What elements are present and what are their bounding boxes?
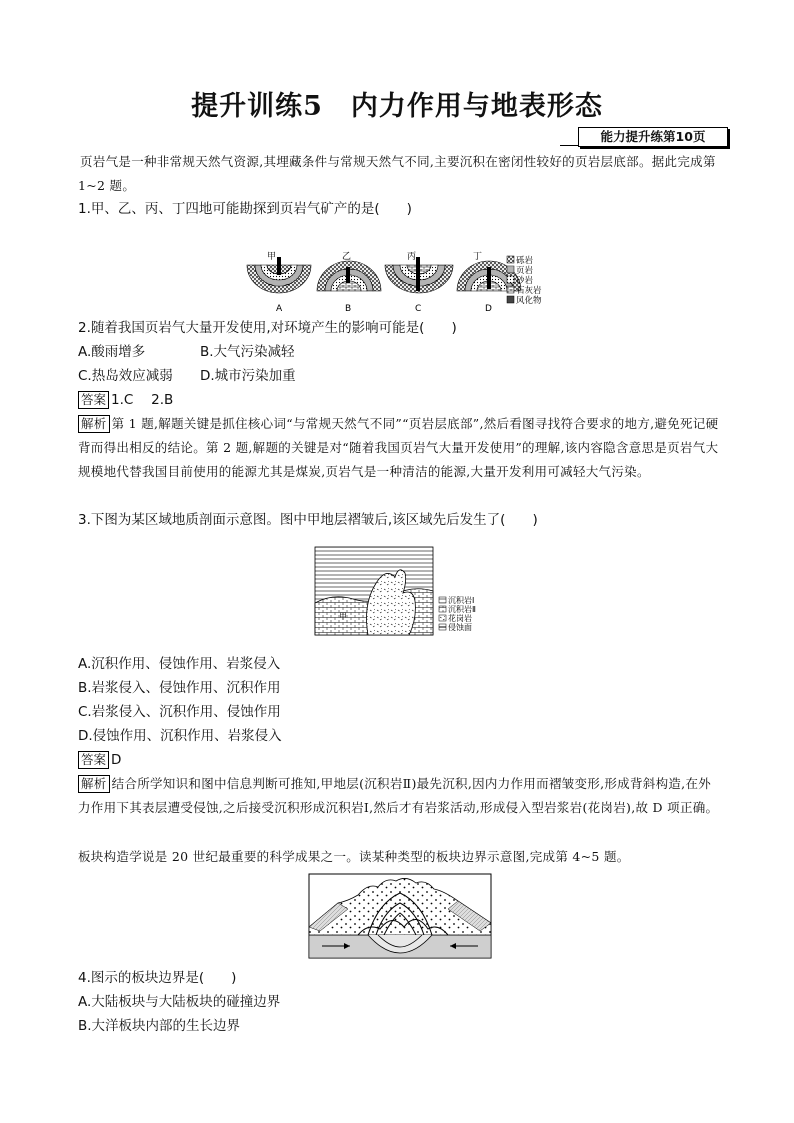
legend-shale: 页岩 xyxy=(516,266,534,276)
plate-boundary-figure xyxy=(308,873,492,959)
letter-d: D xyxy=(485,304,492,314)
letter-a: A xyxy=(276,304,283,314)
analysis-text: 结合所学知识和图中信息判断可推知,甲地层(沉积岩Ⅱ)最先沉积,因内力作用而褶皱变形,形成背斜构造,在外力作用下其表层遭受侵蚀,之后接受沉积形成沉积岩Ⅰ,然后才有岩浆活动,形成侵入型岩浆岩(花岗岩),故 D 项正确。 xyxy=(78,776,719,815)
q2-option-a: A.酸雨增多 xyxy=(78,344,146,360)
answer-text: D xyxy=(111,752,122,768)
fold-section-b xyxy=(317,261,381,291)
q3-option-d: D.侵蚀作用、沉积作用、岩浆侵入 xyxy=(78,728,282,744)
site-label-yi: 乙 xyxy=(342,252,352,262)
q4-option-a: A.大陆板块与大陆板块的碰撞边界 xyxy=(78,994,281,1010)
q3-option-b: B.岩浆侵入、侵蚀作用、沉积作用 xyxy=(78,680,281,696)
analysis-tag: 解析 xyxy=(78,775,110,793)
legend-granite: 花岗岩 xyxy=(448,614,472,623)
q3-option-c: C.岩浆侵入、沉积作用、侵蚀作用 xyxy=(78,704,281,720)
page-title: 提升训练5 内力作用与地表形态 xyxy=(191,91,603,122)
answer-q3 xyxy=(78,748,723,773)
q3-stem: 3.下图为某区域地质剖面示意图。图中甲地层褶皱后,该区域先后发生了( ) xyxy=(78,512,538,528)
q2-stem: 2.随着我国页岩气大量开发使用,对环境产生的影响可能是( ) xyxy=(78,320,457,336)
legend-erosion-surface: 侵蚀面 xyxy=(448,623,472,632)
answer-q1-2 xyxy=(78,388,723,413)
letter-c: C xyxy=(415,304,422,314)
legend-gravel: 砾岩 xyxy=(516,256,534,266)
legend-limestone: 石灰岩 xyxy=(516,286,542,296)
analysis-tag: 解析 xyxy=(78,415,110,433)
letter-b: B xyxy=(345,304,352,314)
q4-option-b: B.大洋板块内部的生长边界 xyxy=(78,1018,241,1034)
geologic-section-figure xyxy=(313,545,493,637)
site-label-jia: 甲 xyxy=(267,252,277,262)
site-label-ding: 丁 xyxy=(473,252,483,262)
q4-stem: 4.图示的板块边界是( ) xyxy=(78,970,237,986)
legend-weathered: 风化物 xyxy=(516,296,542,306)
fold-section-c xyxy=(385,257,453,293)
answer-tag: 答案 xyxy=(78,751,109,769)
q1-stem: 1.甲、乙、丙、丁四地可能勘探到页岩气矿产的是( ) xyxy=(78,201,412,217)
intro-q1-2: 页岩气是一种非常规天然气资源,其埋藏条件与常规天然气不同,主要沉积在密闭性较好的页岩层底部。据此完成第 1~2 题。 xyxy=(78,154,716,193)
fold-sections-figure xyxy=(245,245,555,317)
intro-q4-5: 板块构造学说是 20 世纪最重要的科学成果之一。读某种类型的板块边界示意图,完成第 4~5 题。 xyxy=(78,849,630,864)
legend-sandstone: 砂岩 xyxy=(516,276,534,286)
page-ref-badge: 能力提升练第10页 xyxy=(578,127,728,147)
analysis-q1-2 xyxy=(78,412,723,484)
answer-text: 1.C 2.B xyxy=(111,392,174,408)
rock-legend xyxy=(507,255,542,306)
site-label-bing: 丙 xyxy=(407,252,417,262)
analysis-text: 第 1 题,解题关键是抓住核心词“与常规天然气不同”“页岩层底部”,然后看图寻找符合要求的地方,避免死记硬背而得出相反的结论。第 2 题,解题的关键是对“随着我国页岩气大量开发使用”的理解,该内容隐含意思是页岩气大规模地代替我国目前使用的能源尤其是煤炭,页岩气是一种清洁的能源,大量开发利用可减轻大气污染。 xyxy=(78,416,719,479)
q2-option-c: C.热岛效应减弱 xyxy=(78,368,173,384)
layer-jia-label: 甲 xyxy=(339,612,347,621)
legend-sedimentary-1: 沉积岩Ⅰ xyxy=(448,596,475,605)
q3-option-a: A.沉积作用、侵蚀作用、岩浆侵入 xyxy=(78,656,281,672)
analysis-q3 xyxy=(78,772,723,820)
legend-sedimentary-2: 沉积岩Ⅱ xyxy=(448,605,476,614)
q2-option-b: B.大气污染减轻 xyxy=(200,344,295,360)
q2-option-d: D.城市污染加重 xyxy=(200,368,296,384)
fold-section-a xyxy=(247,257,311,293)
answer-tag: 答案 xyxy=(78,391,109,409)
